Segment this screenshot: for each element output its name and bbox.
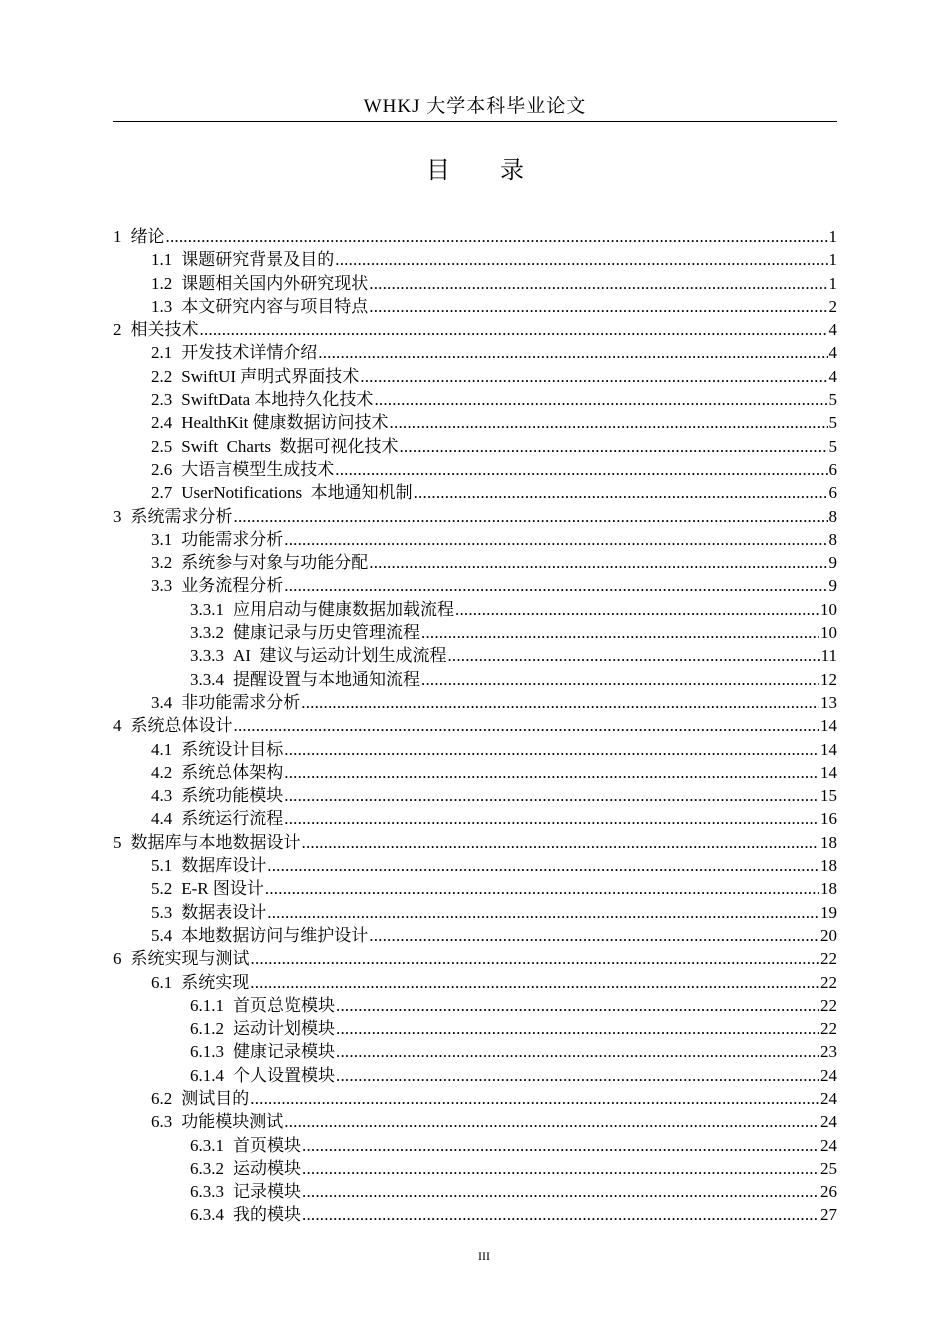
toc-entry-title: 健康记录模块 <box>233 1042 335 1062</box>
toc-entry[interactable] <box>113 458 837 481</box>
toc-entry[interactable] <box>113 1064 837 1087</box>
toc-entry-number: 5.2 <box>151 879 173 899</box>
toc-entry[interactable] <box>113 714 837 737</box>
toc-entry-page: 6 <box>828 459 837 479</box>
toc-entry-page: 1 <box>828 227 837 246</box>
toc-dot-leader <box>267 901 819 924</box>
toc-entry-page: 25 <box>820 1158 837 1178</box>
toc-dot-leader <box>369 551 827 574</box>
toc-entry-page: 16 <box>820 809 837 829</box>
toc-entry[interactable] <box>113 1040 837 1063</box>
toc-dot-leader <box>390 411 828 434</box>
toc-entry-page: 4 <box>828 343 837 363</box>
toc-entry-number: 5.1 <box>151 856 173 876</box>
toc-entry-page: 4 <box>828 320 837 340</box>
toc-entry[interactable] <box>113 1017 837 1040</box>
toc-entry-number: 2.3 <box>151 390 173 410</box>
toc-entry-title: Swift Charts 数据可视化技术 <box>181 436 399 456</box>
toc-entry-page: 24 <box>820 1112 837 1132</box>
toc-entry-page: 5 <box>828 436 837 456</box>
toc-dot-leader <box>369 295 827 318</box>
toc-entry-number: 2.2 <box>151 366 173 386</box>
toc-entry-page: 10 <box>820 599 837 619</box>
page-header: WHKJ 大学本科毕业论文 <box>363 96 587 117</box>
toc-entry-title: 数据表设计 <box>181 902 267 922</box>
toc-dot-leader <box>336 1064 819 1087</box>
toc-entry[interactable] <box>113 971 837 994</box>
toc-entry[interactable] <box>113 388 837 411</box>
toc-entry[interactable] <box>113 947 837 970</box>
toc-entry[interactable] <box>113 1087 837 1110</box>
toc-entry-page: 5 <box>828 413 837 433</box>
toc-dot-leader <box>301 691 819 714</box>
toc-entry-title: 系统参与对象与功能分配 <box>181 553 369 573</box>
toc-entry-title: 课题相关国内外研究现状 <box>181 273 369 293</box>
toc-entry-page: 27 <box>820 1205 837 1225</box>
toc-dot-leader <box>234 714 820 737</box>
toc-entry-title: 开发技术详情介绍 <box>181 343 318 363</box>
toc-entry-number: 3.2 <box>151 553 173 573</box>
toc-entry-page: 22 <box>820 1019 837 1039</box>
toc-dot-leader <box>421 621 819 644</box>
toc-entry-title: SwiftUI 声明式界面技术 <box>181 366 360 386</box>
toc-entry-title: 首页模块 <box>233 1135 301 1155</box>
toc-entry-number: 4.3 <box>151 786 173 806</box>
toc-entry-number: 3.3 <box>151 576 173 596</box>
toc-dot-leader <box>166 225 828 248</box>
toc-dot-leader <box>414 481 828 504</box>
toc-entry-page: 1 <box>828 273 837 293</box>
toc-entry-number: 4.1 <box>151 739 173 759</box>
toc-entry[interactable] <box>113 248 837 271</box>
toc-entry-title: 系统设计目标 <box>181 739 284 759</box>
toc-entry[interactable] <box>113 574 837 597</box>
toc-entry-number: 2.1 <box>151 343 173 363</box>
toc-entry-number: 6.3.4 <box>190 1205 224 1225</box>
toc-entry-title: 系统实现与测试 <box>130 949 250 969</box>
toc-entry-page: 24 <box>820 1135 837 1155</box>
toc-entry-number: 3.3.4 <box>190 669 224 689</box>
toc-entry[interactable] <box>113 807 837 830</box>
toc-dot-leader <box>284 807 819 830</box>
toc-entry-page: 13 <box>820 692 837 712</box>
toc-entry[interactable] <box>113 924 837 947</box>
toc-entry[interactable] <box>113 318 837 341</box>
toc-entry-number: 6.2 <box>151 1088 173 1108</box>
toc-entry[interactable] <box>113 1110 837 1133</box>
toc-entry-title: 课题研究背景及目的 <box>181 250 335 270</box>
toc-entry[interactable] <box>113 365 837 388</box>
toc-entry-number: 6.3.1 <box>190 1135 224 1155</box>
toc-entry-page: 18 <box>820 832 837 852</box>
toc-dot-leader <box>284 574 827 597</box>
toc-entry-number: 2.6 <box>151 459 173 479</box>
toc-entry[interactable] <box>113 435 837 458</box>
toc-entry[interactable] <box>113 481 837 504</box>
toc-dot-leader <box>302 1157 819 1180</box>
toc-dot-leader <box>251 947 820 970</box>
toc-entry-title: SwiftData 本地持久化技术 <box>181 390 374 410</box>
toc-dot-leader <box>369 272 827 295</box>
toc-entry[interactable] <box>113 551 837 574</box>
toc-dot-leader <box>284 738 819 761</box>
toc-entry-page: 18 <box>820 879 837 899</box>
toc-entry-page: 24 <box>820 1065 837 1085</box>
toc-entry-page: 2 <box>828 296 837 316</box>
toc-entry-title: 功能模块测试 <box>181 1112 284 1132</box>
toc-entry-title: 运动模块 <box>233 1158 301 1178</box>
toc-entry-number: 2.4 <box>151 413 173 433</box>
toc-entry[interactable] <box>113 411 837 434</box>
toc-entry-title: AI 建议与运动计划生成流程 <box>233 646 447 666</box>
toc-entry-title: 应用启动与健康数据加载流程 <box>233 599 454 619</box>
toc-entry-page: 19 <box>820 902 837 922</box>
toc-entry-number: 5.3 <box>151 902 173 922</box>
toc-entry[interactable] <box>113 341 837 364</box>
toc-dot-leader <box>374 388 827 411</box>
toc-entry-number: 3.3.3 <box>190 646 224 666</box>
toc-entry-number: 6.3 <box>151 1112 173 1132</box>
toc-entry-number: 1.2 <box>151 273 173 293</box>
toc-dot-leader <box>360 365 827 388</box>
toc-entry-page: 6 <box>828 483 837 503</box>
toc-entry-page: 22 <box>820 949 837 969</box>
toc-entry-page: 1 <box>828 250 837 270</box>
toc-entry-title: 系统功能模块 <box>181 786 284 806</box>
toc-entry-number: 3.4 <box>151 692 173 712</box>
toc-entry[interactable] <box>113 761 837 784</box>
toc-entry-number: 3.3.1 <box>190 599 224 619</box>
toc-dot-leader <box>302 1203 819 1226</box>
toc-entry-page: 9 <box>828 553 837 573</box>
toc-entry-page: 14 <box>820 739 837 759</box>
toc-entry-number: 2.5 <box>151 436 173 456</box>
toc-entry-page: 18 <box>820 856 837 876</box>
toc-entry-title: 系统总体设计 <box>130 716 233 736</box>
toc-entry[interactable] <box>113 295 837 318</box>
toc-entry-page: 24 <box>820 1088 837 1108</box>
toc-dot-leader <box>284 784 819 807</box>
toc-entry-page: 26 <box>820 1182 837 1202</box>
toc-entry[interactable] <box>113 1157 837 1180</box>
toc-entry-title: 相关技术 <box>130 320 199 340</box>
toc-entry[interactable] <box>113 691 837 714</box>
toc-entry-number: 3.1 <box>151 529 173 549</box>
toc-entry-page: 15 <box>820 786 837 806</box>
toc-entry-title: 运动计划模块 <box>233 1019 335 1039</box>
toc-dot-leader <box>335 458 827 481</box>
toc-entry[interactable] <box>113 1134 837 1157</box>
toc-entry[interactable] <box>113 668 837 691</box>
toc-entry[interactable] <box>113 272 837 295</box>
toc-entry-number: 6.3.3 <box>190 1182 224 1202</box>
toc-dot-leader <box>250 1087 819 1110</box>
toc-entry-page: 22 <box>820 995 837 1015</box>
toc-entry-number: 3 <box>113 506 122 526</box>
toc-entry-number: 1.1 <box>151 250 173 270</box>
toc-entry-title: 大语言模型生成技术 <box>181 459 335 479</box>
toc-entry-page: 14 <box>820 716 837 736</box>
toc-entry[interactable] <box>113 225 837 248</box>
toc-entry-title: 测试目的 <box>181 1088 250 1108</box>
toc-dot-leader <box>336 1040 819 1063</box>
toc-entry-number: 2.7 <box>151 483 173 503</box>
toc-entry-title: 业务流程分析 <box>181 576 284 596</box>
toc-entry[interactable] <box>113 505 837 528</box>
toc-entry-page: 23 <box>820 1042 837 1062</box>
toc-dot-leader <box>336 1017 819 1040</box>
toc-entry[interactable] <box>113 784 837 807</box>
toc-entry-title: 记录模块 <box>233 1182 301 1202</box>
toc-entry[interactable] <box>113 901 837 924</box>
toc-entry-number: 6.1 <box>151 972 173 992</box>
toc-dot-leader <box>284 1110 819 1133</box>
toc-entry-title: 非功能需求分析 <box>181 692 301 712</box>
toc-entry-number: 3.3.2 <box>190 623 224 643</box>
toc-entry-title: 个人设置模块 <box>233 1065 335 1085</box>
toc-entry[interactable] <box>113 994 837 1017</box>
toc-entry-number: 5.4 <box>151 925 173 945</box>
toc-entry[interactable] <box>113 528 837 551</box>
toc-entry-number: 1.3 <box>151 296 173 316</box>
toc-entry-page: 8 <box>828 506 837 526</box>
toc-entry-title: HealthKit 健康数据访问技术 <box>181 413 389 433</box>
toc-entry-number: 1 <box>113 227 122 246</box>
toc-entry-title: 健康记录与历史管理流程 <box>233 623 420 643</box>
toc-dot-leader <box>250 971 819 994</box>
toc-entry-page: 8 <box>828 529 837 549</box>
toc-dot-leader <box>302 831 820 854</box>
toc-dot-leader <box>335 248 827 271</box>
toc-entry-title: 本文研究内容与项目特点 <box>181 296 369 316</box>
toc-dot-leader <box>455 598 819 621</box>
toc-entry[interactable] <box>113 1203 837 1226</box>
toc-dot-leader <box>284 761 819 784</box>
toc-dot-leader <box>447 644 819 667</box>
toc-entry-title: 首页总览模块 <box>233 995 335 1015</box>
toc-title: 目 录 <box>426 158 546 184</box>
toc-entry-page: 14 <box>820 762 837 782</box>
toc-entry-page: 5 <box>828 390 837 410</box>
toc-entry[interactable] <box>113 877 837 900</box>
toc-entry[interactable] <box>113 598 837 621</box>
toc-entry-page: 20 <box>820 925 837 945</box>
toc-dot-leader <box>200 318 828 341</box>
toc-entry-title: 系统实现 <box>181 972 250 992</box>
toc-entry[interactable] <box>113 738 837 761</box>
toc-entry-title: 我的模块 <box>233 1205 301 1225</box>
toc-entry-number: 2 <box>113 320 122 340</box>
toc-entry[interactable] <box>113 1180 837 1203</box>
toc-dot-leader <box>302 1180 819 1203</box>
toc-entry[interactable] <box>113 854 837 877</box>
toc-dot-leader <box>265 877 819 900</box>
toc-entry-title: E-R 图设计 <box>181 879 264 899</box>
toc-entry-title: 本地数据访问与维护设计 <box>181 925 369 945</box>
toc-dot-leader <box>302 1134 819 1157</box>
toc-entry-page: 12 <box>820 669 837 689</box>
toc-entry-number: 6.1.2 <box>190 1019 224 1039</box>
page-number: III <box>478 1249 490 1263</box>
header-rule <box>113 121 837 122</box>
table-of-contents <box>113 225 837 1227</box>
toc-dot-leader <box>421 668 819 691</box>
toc-entry[interactable] <box>113 644 837 667</box>
toc-entry-number: 6.1.3 <box>190 1042 224 1062</box>
toc-entry-number: 5 <box>113 832 122 852</box>
toc-dot-leader <box>318 341 827 364</box>
toc-entry-number: 4 <box>113 716 122 736</box>
toc-entry-title: 提醒设置与本地通知流程 <box>233 669 420 689</box>
toc-dot-leader <box>369 924 819 947</box>
toc-entry-number: 6 <box>113 949 122 969</box>
toc-entry-number: 4.4 <box>151 809 173 829</box>
toc-entry-title: 功能需求分析 <box>181 529 284 549</box>
toc-entry-title: 数据库与本地数据设计 <box>130 832 301 852</box>
toc-entry[interactable] <box>113 831 837 854</box>
toc-entry-title: 系统需求分析 <box>130 506 233 526</box>
toc-entry-page: 11 <box>820 646 837 666</box>
toc-entry-number: 4.2 <box>151 762 173 782</box>
toc-entry[interactable] <box>113 621 837 644</box>
toc-entry-title: 绪论 <box>130 227 165 246</box>
toc-entry-title: 系统运行流程 <box>181 809 284 829</box>
toc-dot-leader <box>399 435 827 458</box>
toc-entry-title: 数据库设计 <box>181 856 267 876</box>
toc-dot-leader <box>267 854 819 877</box>
toc-entry-title: 系统总体架构 <box>181 762 284 782</box>
toc-entry-title: UserNotifications 本地通知机制 <box>181 483 413 503</box>
toc-entry-page: 22 <box>820 972 837 992</box>
toc-dot-leader <box>234 505 828 528</box>
toc-entry-page: 9 <box>828 576 837 596</box>
toc-entry-page: 10 <box>820 623 837 643</box>
toc-entry-page: 4 <box>828 366 837 386</box>
toc-entry-number: 6.3.2 <box>190 1158 224 1178</box>
toc-dot-leader <box>284 528 827 551</box>
toc-dot-leader <box>336 994 819 1017</box>
toc-entry-number: 6.1.4 <box>190 1065 224 1085</box>
toc-entry-number: 6.1.1 <box>190 995 224 1015</box>
